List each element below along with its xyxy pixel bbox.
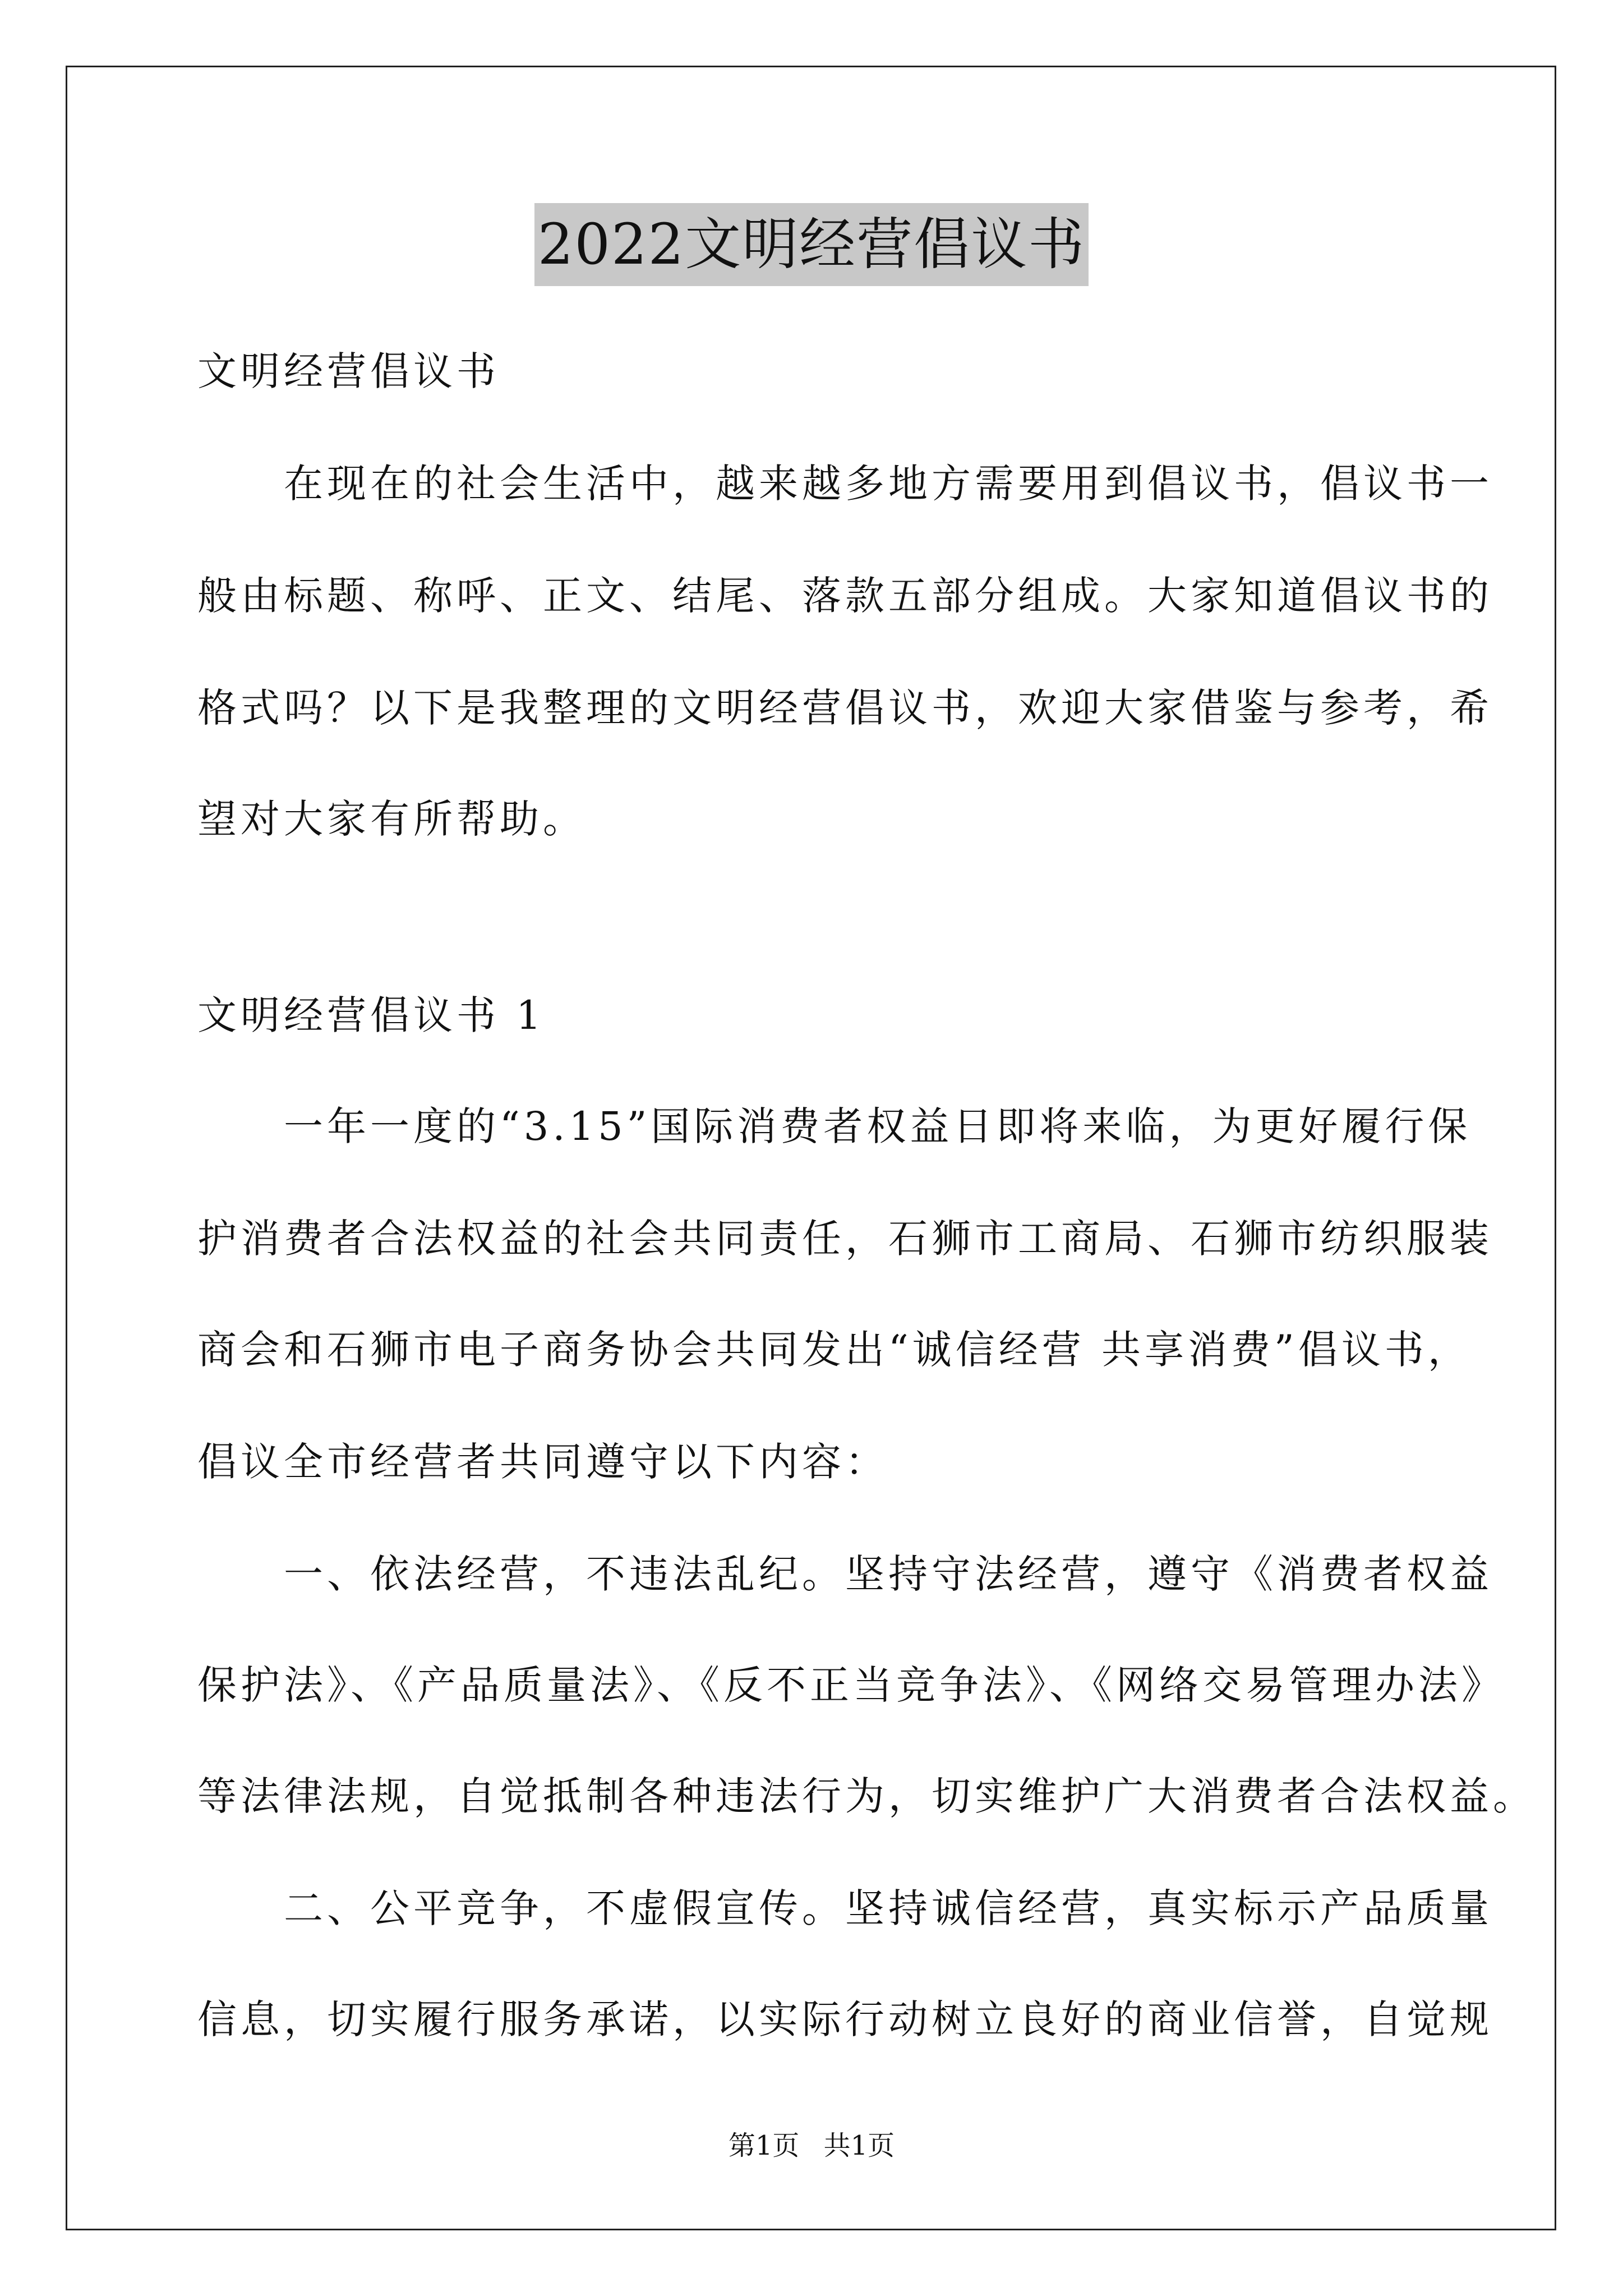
section1-line-9: 信息，切实履行服务承诺，以实际行动树立良好的商业信誉，自觉规 <box>197 1996 1493 2042</box>
intro-heading: 文明经营倡议书 <box>197 348 500 394</box>
section1-line-2: 护消费者合法权益的社会共同责任，石狮市工商局、石狮市纺织服装 <box>197 1216 1493 1262</box>
intro-line-1: 在现在的社会生活中，越来越多地方需要用到倡议书，倡议书一 <box>197 461 1493 507</box>
section1-line-7: 等法律法规，自觉抵制各种违法行为，切实维护广大消费者合法权益。 <box>197 1773 1536 1819</box>
section1-line-4: 倡议全市经营者共同遵守以下内容： <box>197 1439 888 1485</box>
section1-line-1: 一年一度的“3.15”国际消费者权益日即将来临，为更好履行保 <box>197 1103 1472 1149</box>
document-title: 2022文明经营倡议书 <box>534 203 1089 286</box>
section1-line-8: 二、公平竞争，不虚假宣传。坚持诚信经营，真实标示产品质量 <box>197 1885 1493 1931</box>
section1-line-5: 一、依法经营，不违法乱纪。坚持守法经营，遵守《消费者权益 <box>197 1551 1493 1597</box>
page-number: 第1页 <box>728 2130 800 2161</box>
page-footer <box>0 2129 1623 2162</box>
section1-line-3: 商会和石狮市电子商务协会共同发出“诚信经营 共享消费”倡议书， <box>197 1327 1471 1373</box>
intro-line-2: 般由标题、称呼、正文、结尾、落款五部分组成。大家知道倡议书的 <box>197 573 1493 619</box>
intro-line-3: 格式吗？以下是我整理的文明经营倡议书，欢迎大家借鉴与参考，希 <box>197 685 1493 731</box>
title-container <box>0 203 1623 286</box>
page-total: 共1页 <box>823 2130 895 2161</box>
section1-heading: 文明经营倡议书 1 <box>197 992 545 1038</box>
intro-line-4: 望对大家有所帮助。 <box>197 796 586 842</box>
section1-line-6: 保护法》、《产品质量法》、《反不正当竞争法》、《网络交易管理办法》 <box>197 1662 1505 1708</box>
